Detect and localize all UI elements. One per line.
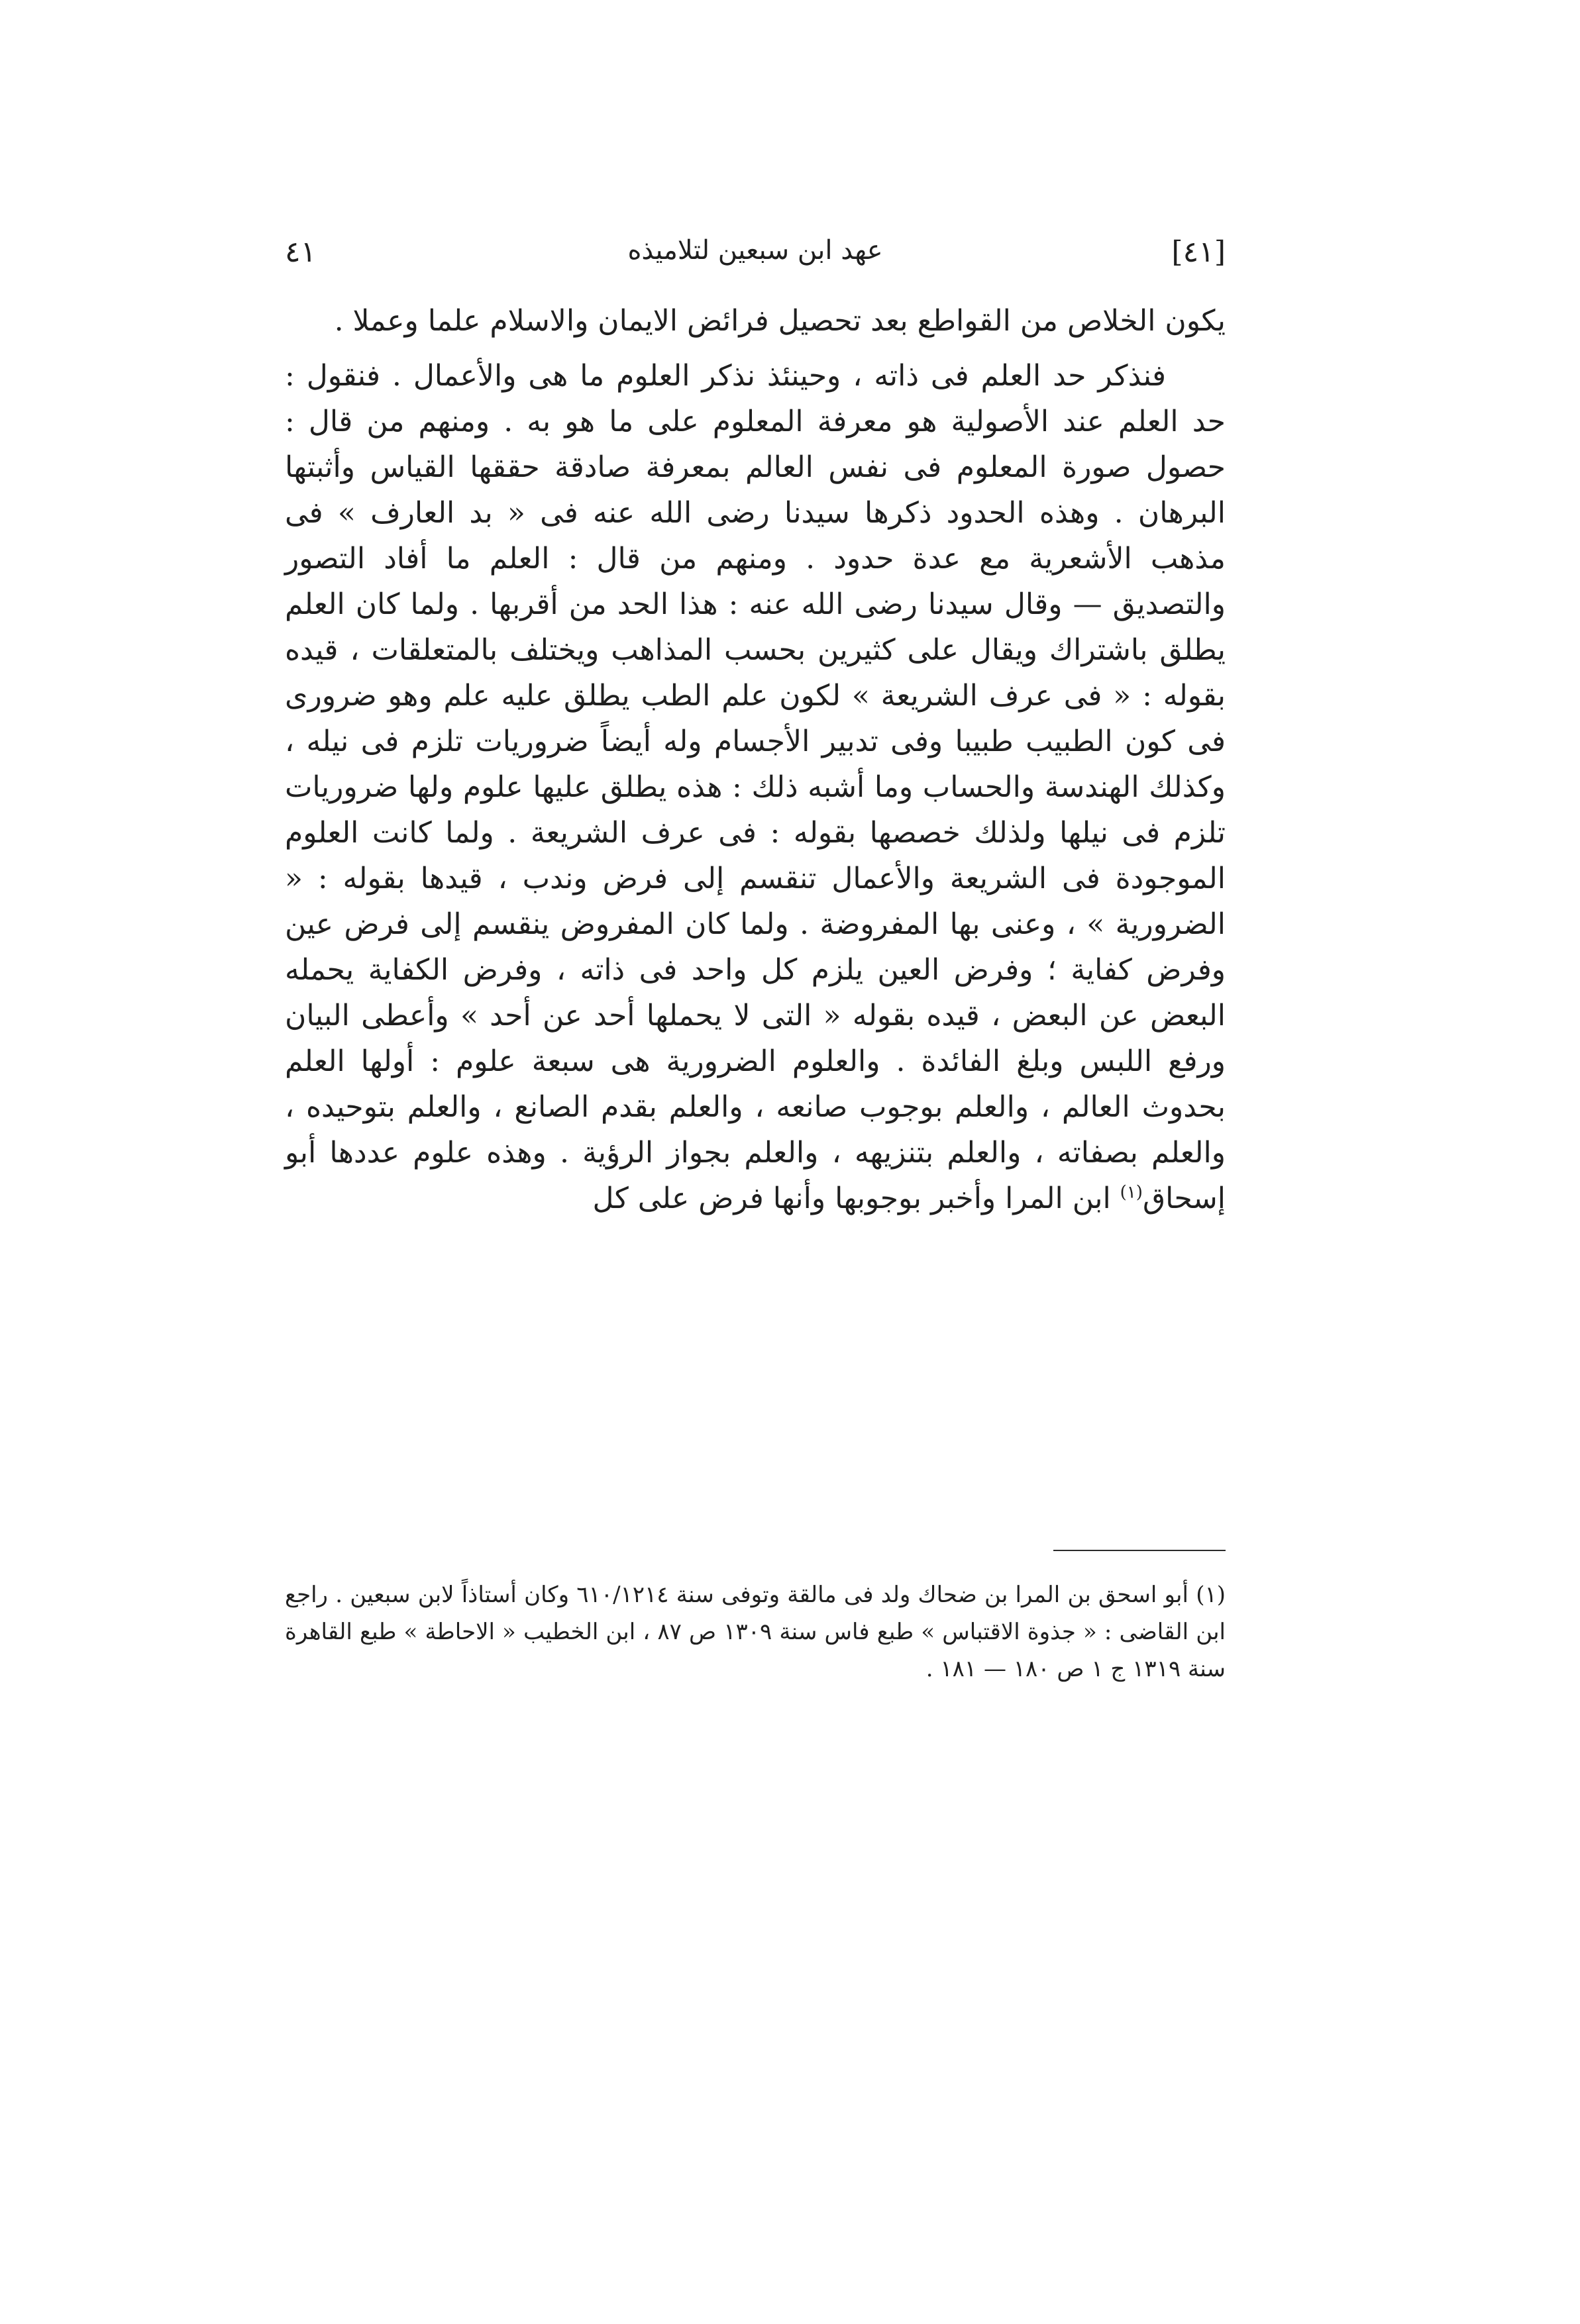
main-text xyxy=(285,298,1226,1221)
footnote-divider xyxy=(1053,1550,1226,1551)
footnote-marker: (١) xyxy=(1120,1182,1143,1203)
footnotes xyxy=(285,1576,1226,1688)
running-title: عهد ابن سبعين لتلاميذه xyxy=(627,235,883,266)
footnote-text: (١) أبو اسحق بن المرا بن ضحاك ولد فى مالقة وتوفى سنة ٦١٠/١٢١٤ وكان أستاذاً لابن سبعين . راجع ابن القاضى : « جذوة الاقتباس » طبع فاس سنة ١٣٠٩ ص ٨٧ ، ابن الخطيب « الاحاطة » طبع القاهرة سنة ١٣١٩ ج ١ ص ١٨٠ — ١٨١ . xyxy=(285,1582,1226,1682)
paragraph-2 xyxy=(285,353,1226,1221)
page-number: ٤١ xyxy=(285,235,317,269)
footnote xyxy=(285,1576,1226,1688)
paragraph-2-text: فنذكر حد العلم فى ذاته ، وحينئذ نذكر العلوم ما هى والأعمال . فنقول : حد العلم عند الأصولية هو معرفة المعلوم على ما هو به . ومنهم من قال : حصول صورة المعلوم فى نفس العالم بمعرفة صادقة حققها القياس وأثبتها البرهان . وهذه الحدود ذكرها سيدنا رضى الله عنه فى « بد العارف » فى مذهب الأشعرية مع عدة حدود . ومنهم من قال : العلم ما أفاد التصور والتصديق — وقال سيدنا رضى الله عنه : هذا الحد من أقربها . ولما كان العلم يطلق باشتراك ويقال على كثيرين بحسب المذاهب ويختلف بالمتعلقات ، قيده بقوله : « فى عرف الشريعة » لكون علم الطب يطلق عليه علم وهو ضرورى فى كون الطبيب طبيبا وفى تدبير الأجسام وله أيضاً ضروريات تلزم فى نيله ، وكذلك الهندسة والحساب وما أشبه ذلك : هذه يطلق عليها علوم ولها ضروريات تلزم فى نيلها ولذلك خصصها بقوله : فى عرف الشريعة . ولما كانت العلوم الموجودة فى الشريعة والأعمال تنقسم إلى فرض وندب ، قيدها بقوله : « الضرورية » ، وعنى بها المفروضة . ولما كان المفروض ينقسم إلى فرض عين وفرض كفاية ؛ وفرض العين يلزم كل واحد فى ذاته ، وفرض الكفاية يحمله البعض عن البعض ، قيده بقوله « التى لا يحملها أحد عن أحد » وأعطى البيان ورفع اللبس وبلغ الفائدة . والعلوم الضرورية هى سبعة علوم : أولها العلم بحدوث العالم ، والعلم بوجوب صانعه ، والعلم بقدم الصانع ، والعلم بتوحيده ، والعلم بصفاته ، والعلم بتنزيهه ، والعلم بجواز الرؤية . وهذه علوم عددها أبو إسحاق xyxy=(285,359,1226,1215)
paragraph-2-text-end: ابن المرا وأخبر بوجوبها وأنها فرض على كل xyxy=(592,1182,1120,1215)
page-number-bracketed: [٤١] xyxy=(1171,235,1226,269)
paragraph-1: يكون الخلاص من القواطع بعد تحصيل فرائض الايمان والاسلام علما وعملا . xyxy=(334,304,1226,338)
running-header xyxy=(285,235,1226,281)
